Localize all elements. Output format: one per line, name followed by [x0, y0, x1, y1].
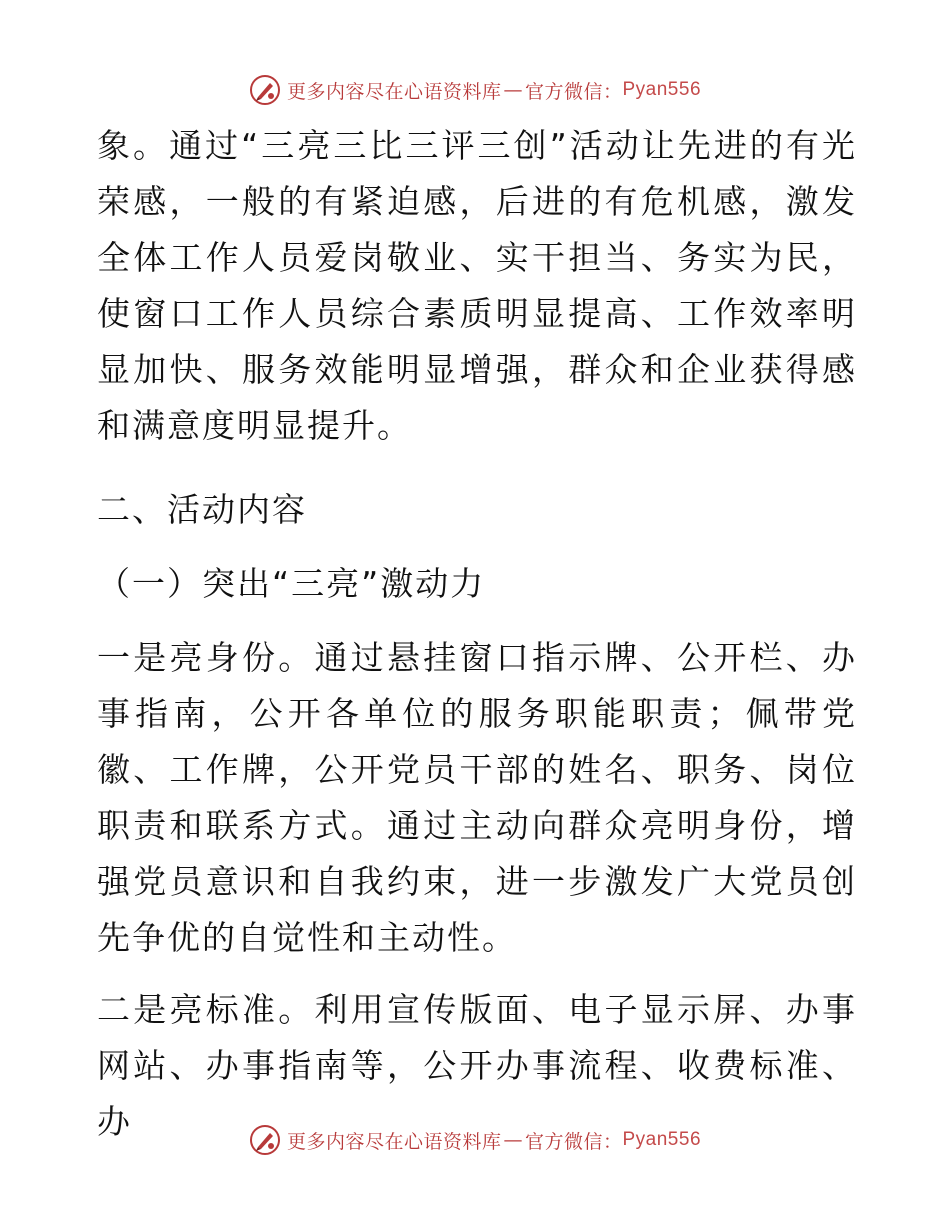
paragraph-goal: 象。通过“三亮三比三评三创”活动让先进的有光荣感，一般的有紧迫感，后进的有危机感，激发全体工作人员爱岗敬业、实干担当、务实为民，使窗口工作人员综合素质明显提高、工作效率明显加快、服务效能明显增强，群众和企业获得感和满意度明显提升。 — [97, 126, 857, 445]
document-body — [97, 118, 857, 1150]
quill-pen-icon — [249, 74, 281, 106]
subsection-heading-three-shows: （一）突出“三亮”激动力 — [97, 564, 486, 603]
watermark-header — [0, 70, 950, 110]
watermark-label: 官方微信： — [524, 1130, 623, 1153]
watermark-separator: — — [503, 1129, 523, 1151]
paragraph-show-identity: 一是亮身份。通过悬挂窗口指示牌、公开栏、办事指南，公开各单位的服务职能职责；佩带党徽、工作牌，公开党员干部的姓名、职务、岗位职责和联系方式。通过主动向群众亮明身份，增强党员意识和自我约束，进一步激发广大党员创先争优的自觉性和主动性。 — [97, 638, 857, 957]
watermark-brand: 更多内容尽在心语资料库 — [286, 1130, 502, 1153]
paragraph-show-standards: 二是亮标准。利用宣传版面、电子显示屏、办事网站、办事指南等，公开办事流程、收费标准、办 — [97, 990, 857, 1141]
watermark-footer — [0, 1120, 950, 1160]
quill-pen-icon — [249, 1124, 281, 1156]
section-heading-activity-content: 二、活动内容 — [97, 490, 307, 529]
watermark-brand: 更多内容尽在心语资料库 — [286, 80, 502, 103]
watermark-separator: — — [503, 79, 523, 101]
watermark-handle: Pyan556 — [622, 79, 702, 100]
watermark-handle: Pyan556 — [622, 1129, 702, 1150]
watermark-label: 官方微信： — [524, 80, 623, 103]
